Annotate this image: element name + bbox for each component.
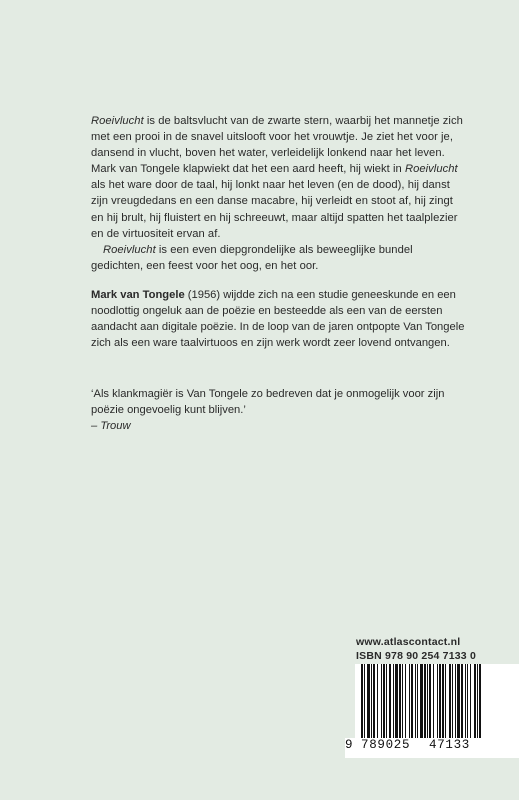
- barcode-bar: [399, 664, 401, 738]
- barcode-bar: [383, 664, 385, 738]
- author-name: Mark van Tongele: [91, 289, 185, 301]
- blurb-text: is de baltsvlucht van de zwarte stern, waarbij het mannetje zich met een prooi in de snavel uitslooft voor het vrouwtje. Je ziet het voor je, dansend in vlucht, boven het water, verleidelijk lonkend naar het leven. Mark van Tongele klapwiekt dat het een aard heeft, hij wiekt in: [91, 115, 463, 176]
- blurb-paragraph-2: [91, 242, 466, 274]
- quote-text: ‘Als klankmagiër is Van Tongele zo bedreven dat je onmogelijk voor zijn poëzie ongevoelig kunt blijven.’: [91, 388, 445, 417]
- title-italic: Roeivlucht: [91, 115, 144, 127]
- blurb: [91, 113, 466, 274]
- title-italic: Roeivlucht: [103, 243, 156, 256]
- barcode-bar: [420, 664, 423, 738]
- barcode-bar: [455, 664, 456, 738]
- barcode-bar: [457, 664, 460, 738]
- barcode-bar: [415, 664, 416, 738]
- barcode-bar: [405, 664, 406, 738]
- barcode: [355, 664, 519, 738]
- barcode-bar: [393, 664, 394, 738]
- blurb-text: is een even diepgrondelijke als beweeglijke bundel gedichten, een feest voor het oog, en het oor.: [91, 243, 413, 272]
- barcode-bar: [364, 664, 365, 738]
- barcode-bar: [433, 664, 434, 738]
- barcode-bar: [461, 664, 463, 738]
- barcode-bar: [442, 664, 444, 738]
- barcode-digit-lead: 9: [345, 738, 354, 752]
- barcode-digit-group-1: 789025: [361, 738, 411, 752]
- blurb-text: als het ware door de taal, hij lonkt naar het leven (en de dood), hij danst zijn vreugdedans en een danse macabre, hij verleidt en stoot af, hij zingt en hij brult, hij fluistert en hij schreeuwt, maar altijd spatten het taalplezier en de virtuositeit ervan af.: [91, 179, 458, 240]
- barcode-bar: [477, 664, 478, 738]
- barcode-bar: [386, 664, 387, 738]
- isbn: ISBN 978 90 254 7133 0: [356, 650, 476, 662]
- barcode-bar: [449, 664, 451, 738]
- barcode-digits: [345, 738, 519, 758]
- title-italic: Roeivlucht: [404, 163, 458, 176]
- barcode-bar: [402, 664, 403, 738]
- barcode-bar: [373, 664, 375, 738]
- barcode-bar: [429, 664, 431, 738]
- barcode-bar: [409, 664, 410, 738]
- press-quote: [91, 386, 471, 434]
- barcode-digit-group-2: 47133: [429, 738, 471, 752]
- barcode-bar: [452, 664, 453, 738]
- barcode-bar: [411, 664, 413, 738]
- publisher-url: www.atlascontact.nl: [356, 636, 461, 648]
- barcode-bar: [467, 664, 468, 738]
- quote-source: – Trouw: [91, 420, 131, 433]
- barcode-bar: [381, 664, 382, 738]
- barcode-bar: [367, 664, 370, 738]
- author-bio-text: (1956) wijdde zich na een studie geneeskunde en een noodlottig ongeluk aan de poëzie en besteedde als een van de eersten aandacht aan digitale poëzie. In de loop van de jaren ontpopte Van Tongele zich als een ware taalvirtuoos en zijn werk wordt zeer lovend ontvangen.: [91, 289, 465, 350]
- barcode-bar: [361, 664, 363, 738]
- barcode-bar: [474, 664, 476, 738]
- barcode-bar: [371, 664, 372, 738]
- barcode-bar: [439, 664, 441, 738]
- barcode-bar: [395, 664, 398, 738]
- barcode-bar: [445, 664, 446, 738]
- barcode-bar: [377, 664, 378, 738]
- barcode-bar: [424, 664, 426, 738]
- barcode-bar: [470, 664, 471, 738]
- barcode-bar: [479, 664, 481, 738]
- barcode-bar: [427, 664, 428, 738]
- author-bio: [91, 287, 471, 351]
- blurb-paragraph-1: [91, 113, 466, 242]
- barcode-bar: [437, 664, 438, 738]
- barcode-bar: [389, 664, 391, 738]
- barcode-bar: [417, 664, 418, 738]
- barcode-bar: [465, 664, 466, 738]
